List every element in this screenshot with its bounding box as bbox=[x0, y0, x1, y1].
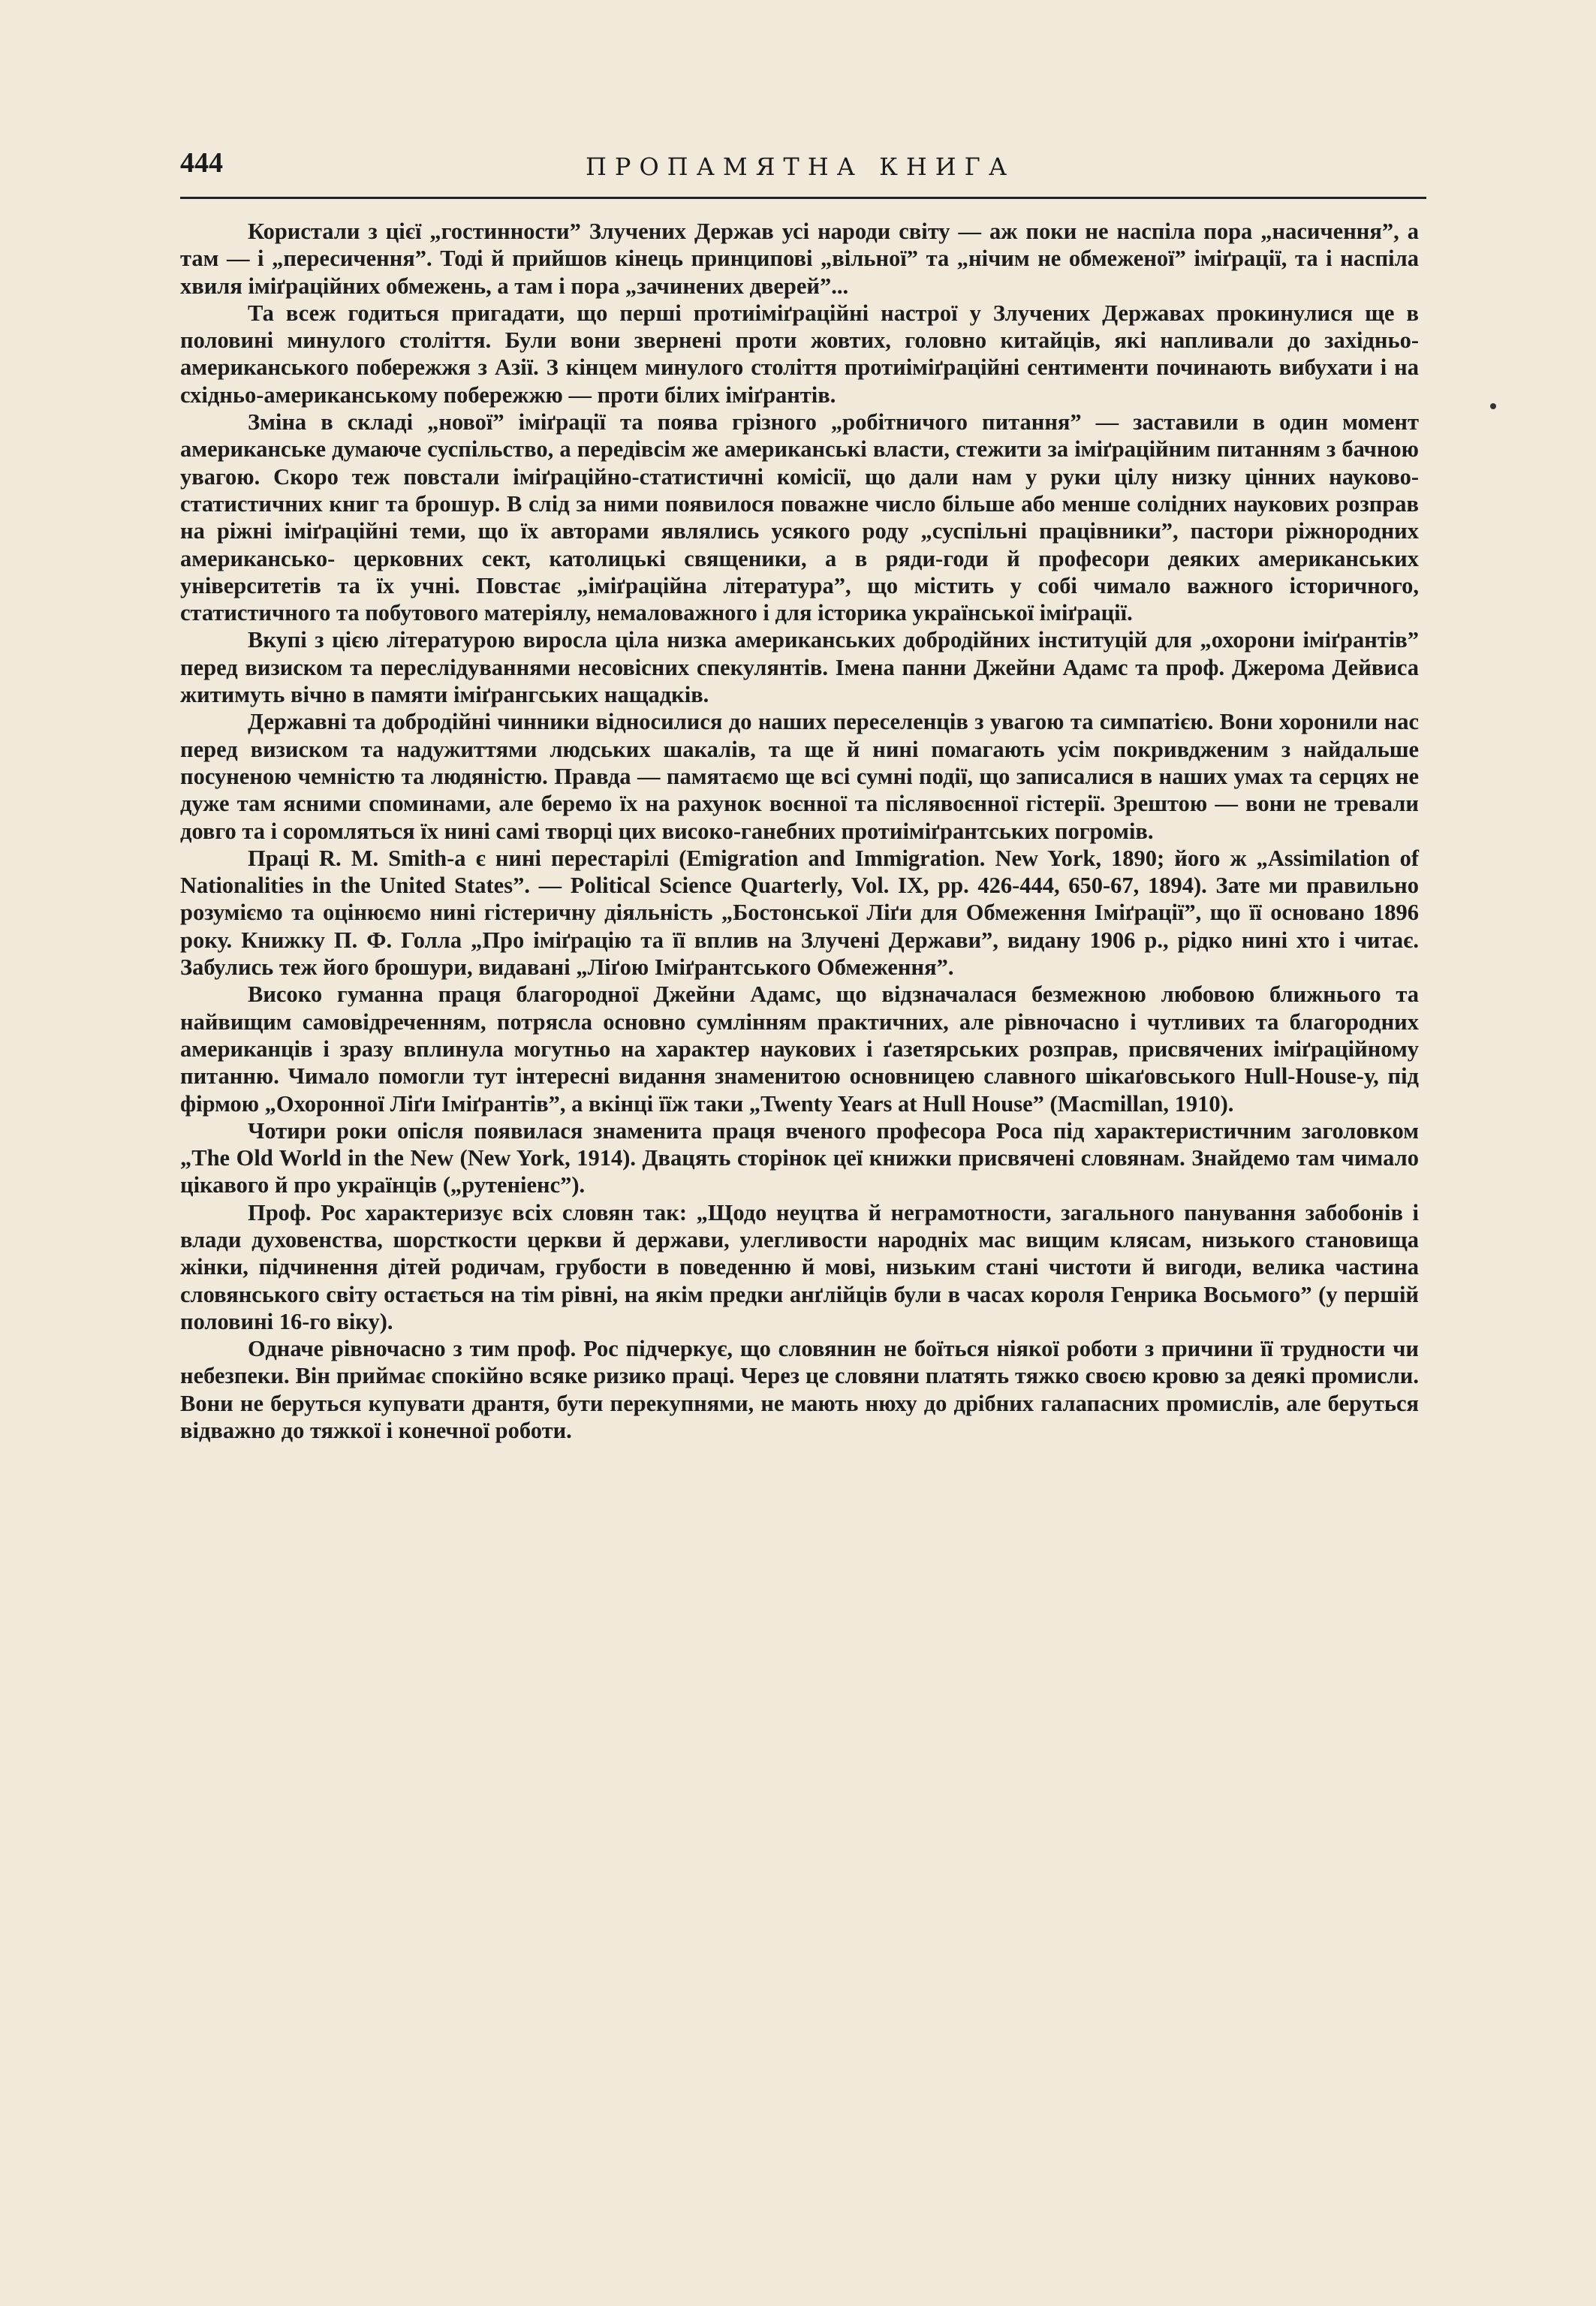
paragraph: Одначе рівночасно з тим проф. Рос підчеркує, що словянин не боїться ніякої роботи з причини її трудности чи небезпеки. Він приймає спокійно всяке ризико праці. Через це словяни платять тяжко своєю кровю за деякі промисли. Вони не беруться купувати дрантя, бути перекупнями, не мають нюху до дрібних галапасних промислів, але беруться відважно до тяжкої і конечної роботи. bbox=[180, 1336, 1419, 1444]
margin-dot bbox=[1490, 403, 1496, 409]
page-header bbox=[180, 146, 1426, 199]
paragraph: Вкупі з цією літературою виросла ціла низка американських добродійних інституцій для „охорони іміґрантів” перед визиском та переслідуваннями несовісних спекулянтів. Імена панни Джейни Адамс та проф. Джерома Дейвиса житимуть вічно в памяти іміґрангських нащадків. bbox=[180, 627, 1419, 708]
paragraph: Проф. Рос характеризує всіх словян так: „Щодо неуцтва й неграмотности, загального панування забобонів і влади духовенства, шорсткости церкви й держави, улегливости народніх мас вищим клясам, низького становища жінки, підчинення дітей родичам, грубости в поведенню й мові, низьким стані чистоти й вигоди, велика частина словянського світу остається на тім рівні, на якім предки анґлійців були в часах короля Генрика Восьмого” (у першій половині 16-го віку). bbox=[180, 1199, 1419, 1334]
paragraph: Чотири роки опісля появилася знаменита праця вченого професора Роса під характеристичним заголовком „The Old World in the New (New York, 1914). Двацять сторінок цеї книжки присвячені словянам. Знайдемо там чимало цікавого й про українців („рутеніенс”). bbox=[180, 1117, 1419, 1198]
paragraph: Державні та добродійні чинники відносилися до наших переселенців з увагою та симпатією. Вони хоронили нас перед визиском та надужиттями людських шакалів, та ще й нині помагають усім покривдженим з найдальше посуненою чемністю та людяністю. Правда — памятаємо ще всі сумні події, що записалися в наших умах та серцях не дуже там ясними споминами, але беремо їх на рахунок воєнної та післявоєнної гістерії. Зрештою — вони не тревали довго та і соромляться їх нині самі творці цих високо-ганебних протиіміґрантських погромів. bbox=[180, 709, 1419, 844]
paragraph: Зміна в складі „нової” іміґрації та поява грізного „робітничого питання” — заставили в один момент американське думаюче суспільство, а передівсім же американські власти, стежити за іміґраційним питанням з бачною увагою. Скоро теж повстали іміґраційно-статистичні комісії, що дали нам у руки цілу низку цінних науково-статистичних книг та брошур. В слід за ними появилося поважне число більше або менше солідних наукових розправ на ріжні іміґраційні теми, що їх авторами являлись усякого роду „суспільні працівники”, пастори ріжнородних американсько- церковних сект, католицькі священики, а в ряди-годи й професори деяких американських університетів та їх учні. Повстає „іміґраційна література”, що містить у собі чимало важного історичного, статистичного та побутового матеріялу, немаловажного і для історика української іміґрації. bbox=[180, 409, 1419, 626]
paragraph: Користали з цієї „гостинности” Злучених Держав усі народи світу — аж поки не наспіла пора „насичення”, а там — і „пересичення”. Тоді й прийшов кінець принципові „вільної” та „нічим не обмеженої” іміґрації, та і наспіла хвиля іміґраційних обмежень, а там і пора „зачинених дверей”... bbox=[180, 219, 1419, 299]
header-rule bbox=[180, 197, 1426, 199]
paragraph: Праці R. M. Smith-а є нині перестарілі (Emigration and Immigration. New York, 1890; його ж „Assimilation of Nationalities in the United States”. — Political Science Quarterly, Vol. IX, pp. 426-444, 650-67, 1894). Зате ми правильно розуміємо та оцінюємо нині гістеричну діяльність „Бостонської Ліґи для Обмеження Іміґрації”, що її основано 1896 року. Книжку П. Ф. Голла „Про іміґрацію та її вплив на Злучені Держави”, видану 1906 р., рідко нині хто і читає. Забулись теж його брошури, видавані „Ліґою Іміґрантського Обмеження”. bbox=[180, 845, 1419, 981]
page-number: 444 bbox=[180, 147, 223, 179]
paragraph: Та всеж годиться пригадати, що перші протиіміґраційні настрої у Злучених Державах прокинулися ще в половині минулого століття. Були вони звернені проти жовтих, головно китайців, які напливали до західньо-американського побережжя з Азії. З кінцем минулого століття протиіміґраційні сентименти починають вибухати і на східньо-американському побережжю — проти білих іміґрантів. bbox=[180, 300, 1419, 408]
paragraph: Високо гуманна праця благородної Джейни Адамс, що відзначалася безмежною любовою ближнього та найвищим самовідреченням, потрясла основно сумлінням практичних, але рівночасно і чутливих та благородних американців і зразу вплинула могутньо на характер наукових і ґазетярських розправ, присвячених іміґраційному питанню. Чимало помогли тут інтересні видання знаменитою основницею славного шікаґовського Hull-House-у, під фірмою „Охоронної Ліґи Іміґрантів”, а вкінці їїж таки „Twenty Years at Hull House” (Macmillan, 1910). bbox=[180, 981, 1419, 1117]
body-text bbox=[180, 218, 1419, 1444]
running-title: ПРОПАМЯТНА КНИГА bbox=[586, 152, 1016, 181]
